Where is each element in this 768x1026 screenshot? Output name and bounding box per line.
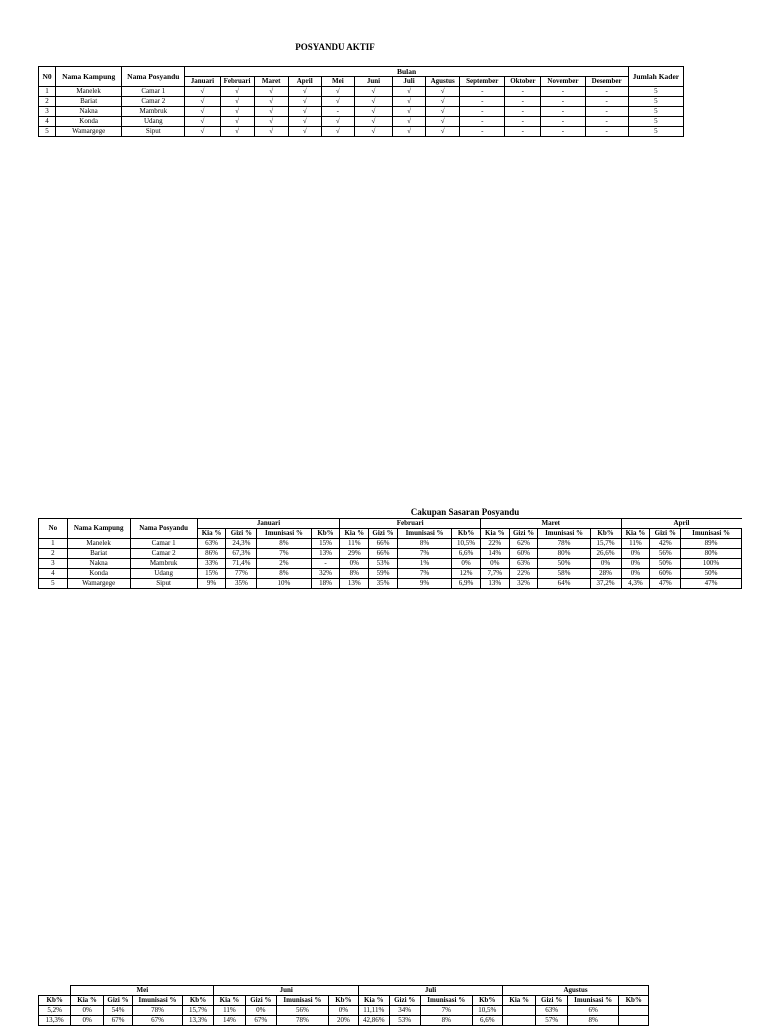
cell-month-mark: √ — [288, 87, 321, 97]
cell-value: 11,11% — [359, 1006, 389, 1016]
cell-kampung: Bariat — [56, 97, 122, 107]
month-header: April — [621, 519, 741, 529]
cell-month-mark: - — [541, 97, 585, 107]
cell-month-mark: √ — [185, 87, 220, 97]
table-row — [39, 559, 742, 569]
cell-month-mark: √ — [185, 107, 220, 117]
cell-month-mark: - — [541, 117, 585, 127]
sub-header: Kia % — [71, 996, 103, 1006]
cell-no: 5 — [39, 127, 56, 137]
cell-value: 64% — [538, 579, 590, 589]
cell-value — [619, 1006, 649, 1016]
table-row — [39, 569, 742, 579]
cell-value: 63% — [509, 559, 538, 569]
cell-month-mark: √ — [254, 97, 288, 107]
month-header: April — [288, 77, 321, 87]
cell-value: 8% — [420, 1016, 472, 1026]
cell-value: 37,2% — [590, 579, 621, 589]
sub-header: Kb% — [472, 996, 502, 1006]
cell-value: 77% — [226, 569, 257, 579]
sub-header: Gizi % — [245, 996, 276, 1006]
cell-value: 50% — [681, 569, 742, 579]
cell-value — [503, 1016, 536, 1026]
cell-value: 26,6% — [590, 549, 621, 559]
cell-value: 8% — [340, 569, 369, 579]
cakupan-sasaran-table — [38, 518, 742, 589]
cell-value: 6,6% — [472, 1016, 502, 1026]
sub-header: Kb% — [328, 996, 358, 1006]
cell-month-mark: - — [460, 117, 505, 127]
cell-value: 34% — [389, 1006, 420, 1016]
sub-header: Kb% — [590, 529, 621, 539]
month-header: Juni — [354, 77, 392, 87]
cell-value: 8% — [257, 569, 311, 579]
sub-header: Kia % — [214, 996, 245, 1006]
cell-month-mark: √ — [254, 107, 288, 117]
cell-month-mark: √ — [354, 97, 392, 107]
cell-month-mark: √ — [321, 87, 354, 97]
cell-no: 3 — [39, 559, 68, 569]
month-header: Mei — [321, 77, 354, 87]
cell-value: 10% — [257, 579, 311, 589]
cell-month-mark: √ — [220, 97, 254, 107]
cell-value: 66% — [369, 539, 398, 549]
cell-posyandu: Camar 2 — [130, 549, 197, 559]
sub-header: Imunisasi % — [567, 996, 619, 1006]
table-row — [39, 127, 684, 137]
month-header: Desember — [585, 77, 628, 87]
cell-kampung: Nakna — [56, 107, 122, 117]
cell-value: 50% — [538, 559, 590, 569]
cell-value: 4,3% — [621, 579, 650, 589]
sub-header: Imunisasi % — [277, 996, 329, 1006]
month-header: Januari — [185, 77, 220, 87]
cell-value: 7% — [397, 549, 451, 559]
cell-value: 8% — [397, 539, 451, 549]
cell-month-mark: - — [541, 107, 585, 117]
cell-value: 50% — [650, 559, 681, 569]
cell-value: 67,3% — [226, 549, 257, 559]
cell-value: 5,2% — [39, 1006, 71, 1016]
cell-value: 0% — [590, 559, 621, 569]
cell-kampung: Nakna — [67, 559, 130, 569]
cell-value: 63% — [536, 1006, 567, 1016]
cell-value — [503, 1006, 536, 1016]
sub-header: Gizi % — [369, 529, 398, 539]
cell-posyandu: Udang — [130, 569, 197, 579]
cell-value: 11% — [621, 539, 650, 549]
cell-value: 32% — [311, 569, 340, 579]
cell-posyandu: Siput — [122, 127, 185, 137]
cell-value: 13% — [311, 549, 340, 559]
sub-header: Imunisasi % — [397, 529, 451, 539]
table-row — [39, 117, 684, 127]
cell-value: 6,9% — [452, 579, 481, 589]
cell-value: 0% — [71, 1016, 103, 1026]
cell-value: 13,3% — [39, 1016, 71, 1026]
cell-value: 67% — [245, 1016, 276, 1026]
cell-value: 35% — [226, 579, 257, 589]
cell-value: 15,7% — [590, 539, 621, 549]
sub-header-kb: Kb% — [39, 996, 71, 1006]
posyandu-aktif-title: POSYANDU AKTIF — [295, 42, 375, 52]
cell-value: 12% — [452, 569, 481, 579]
cell-value: 0% — [621, 569, 650, 579]
sub-header: Kia % — [480, 529, 509, 539]
cell-month-mark: √ — [288, 117, 321, 127]
blank-header — [39, 986, 71, 996]
cell-month-mark: √ — [220, 127, 254, 137]
cell-kampung: Bariat — [67, 549, 130, 559]
month-header: November — [541, 77, 585, 87]
month-header: September — [460, 77, 505, 87]
cell-value: - — [311, 559, 340, 569]
col-header-nama-kampung: Nama Kampung — [67, 519, 130, 539]
cell-month-mark: √ — [392, 97, 425, 107]
cell-month-mark: √ — [392, 127, 425, 137]
cell-value: 47% — [650, 579, 681, 589]
cell-value: 24,3% — [226, 539, 257, 549]
sub-header: Imunisasi % — [538, 529, 590, 539]
cell-value: 33% — [197, 559, 226, 569]
table-row — [39, 97, 684, 107]
cell-month-mark: √ — [392, 117, 425, 127]
cell-jumlah-kader: 5 — [628, 87, 683, 97]
sub-header: Kia % — [340, 529, 369, 539]
cell-value: 11% — [214, 1006, 245, 1016]
cell-month-mark: - — [585, 107, 628, 117]
col-header-no: No — [39, 519, 68, 539]
cell-value: 6,6% — [452, 549, 481, 559]
col-header-nama-kampung: Nama Kampung — [56, 67, 122, 87]
cell-month-mark: √ — [354, 87, 392, 97]
sub-header: Imunisasi % — [681, 529, 742, 539]
sub-header: Gizi % — [650, 529, 681, 539]
month-header: Juli — [359, 986, 503, 996]
cell-month-mark: √ — [426, 107, 460, 117]
cell-month-mark: √ — [288, 107, 321, 117]
month-header: Agustus — [503, 986, 649, 996]
month-header: Juni — [214, 986, 359, 996]
sub-header: Gizi % — [389, 996, 420, 1006]
cell-value: 66% — [369, 549, 398, 559]
cell-posyandu: Camar 1 — [130, 539, 197, 549]
cell-value: 7% — [257, 549, 311, 559]
cell-value: 6% — [567, 1006, 619, 1016]
sub-header: Kb% — [619, 996, 649, 1006]
cell-value: 8% — [567, 1016, 619, 1026]
cell-month-mark: - — [460, 87, 505, 97]
cell-value: 89% — [681, 539, 742, 549]
month-header: Januari — [197, 519, 340, 529]
cell-month-mark: √ — [185, 117, 220, 127]
sub-header: Gizi % — [509, 529, 538, 539]
sub-header: Kia % — [621, 529, 650, 539]
col-header-nama-posyandu: Nama Posyandu — [122, 67, 185, 87]
cell-month-mark: √ — [392, 107, 425, 117]
cell-month-mark: √ — [254, 127, 288, 137]
cell-no: 2 — [39, 549, 68, 559]
cell-month-mark: √ — [321, 127, 354, 137]
cell-value: 9% — [197, 579, 226, 589]
cell-month-mark: √ — [220, 117, 254, 127]
cell-kampung: Konda — [67, 569, 130, 579]
cell-value: 9% — [397, 579, 451, 589]
cell-value: 78% — [277, 1016, 329, 1026]
cell-month-mark: √ — [288, 97, 321, 107]
cell-month-mark: √ — [288, 127, 321, 137]
cell-value: 13% — [340, 579, 369, 589]
col-header-nama-posyandu: Nama Posyandu — [130, 519, 197, 539]
cell-value: 14% — [214, 1016, 245, 1026]
cell-month-mark: √ — [185, 97, 220, 107]
cell-month-mark: - — [505, 87, 541, 97]
month-header: Maret — [480, 519, 621, 529]
cell-value: 58% — [538, 569, 590, 579]
sub-header: Gizi % — [536, 996, 567, 1006]
cell-value: 15% — [197, 569, 226, 579]
sub-header: Imunisasi % — [257, 529, 311, 539]
cell-month-mark: - — [460, 107, 505, 117]
cell-jumlah-kader: 5 — [628, 97, 683, 107]
cell-posyandu: Camar 2 — [122, 97, 185, 107]
cell-value: 63% — [197, 539, 226, 549]
cell-kampung: Konda — [56, 117, 122, 127]
cell-value: 0% — [340, 559, 369, 569]
cell-value: 60% — [509, 549, 538, 559]
cell-value: 13% — [480, 579, 509, 589]
cell-value: 13,3% — [182, 1016, 213, 1026]
cell-value: 15,7% — [182, 1006, 213, 1016]
cell-value: 35% — [369, 579, 398, 589]
cell-month-mark: √ — [185, 127, 220, 137]
cell-value: 0% — [621, 559, 650, 569]
cell-month-mark: - — [321, 107, 354, 117]
cell-value: 28% — [590, 569, 621, 579]
cell-month-mark: √ — [254, 87, 288, 97]
cell-value: 10,5% — [472, 1006, 502, 1016]
sub-header: Kia % — [503, 996, 536, 1006]
cell-month-mark: √ — [354, 127, 392, 137]
cell-month-mark: √ — [354, 107, 392, 117]
cell-no: 2 — [39, 97, 56, 107]
sub-header: Kb% — [311, 529, 340, 539]
cell-value: 80% — [538, 549, 590, 559]
cell-month-mark: - — [460, 127, 505, 137]
month-header: Maret — [254, 77, 288, 87]
cell-month-mark: - — [541, 87, 585, 97]
cell-month-mark: √ — [392, 87, 425, 97]
cakupan-sasaran-continued-table — [38, 985, 649, 1026]
sub-header: Imunisasi % — [420, 996, 472, 1006]
table-row — [39, 107, 684, 117]
cell-value: 11% — [340, 539, 369, 549]
cell-month-mark: - — [505, 127, 541, 137]
cell-posyandu: Mambruk — [122, 107, 185, 117]
cell-value: 56% — [277, 1006, 329, 1016]
sub-header: Kia % — [359, 996, 389, 1006]
cell-month-mark: √ — [321, 117, 354, 127]
cell-value: 78% — [133, 1006, 183, 1016]
cell-value: 56% — [650, 549, 681, 559]
cell-jumlah-kader: 5 — [628, 117, 683, 127]
cell-jumlah-kader: 5 — [628, 107, 683, 117]
cell-value: 7,7% — [480, 569, 509, 579]
cell-month-mark: √ — [426, 87, 460, 97]
month-header: Oktober — [505, 77, 541, 87]
cell-value: 0% — [328, 1006, 358, 1016]
table-row — [39, 1006, 649, 1016]
cell-value: 80% — [681, 549, 742, 559]
month-header: Mei — [71, 986, 214, 996]
cell-month-mark: √ — [426, 127, 460, 137]
cell-month-mark: - — [585, 87, 628, 97]
cell-value: 22% — [509, 569, 538, 579]
table-row — [39, 87, 684, 97]
cell-value: 71,4% — [226, 559, 257, 569]
cell-value: 8% — [257, 539, 311, 549]
cell-kampung: Wamargege — [67, 579, 130, 589]
sub-header: Imunisasi % — [133, 996, 183, 1006]
cell-posyandu: Camar 1 — [122, 87, 185, 97]
cell-value: 86% — [197, 549, 226, 559]
table-row — [39, 579, 742, 589]
cell-month-mark: √ — [426, 117, 460, 127]
cell-value: 0% — [452, 559, 481, 569]
cell-value: 18% — [311, 579, 340, 589]
cell-month-mark: √ — [220, 107, 254, 117]
cell-value: 78% — [538, 539, 590, 549]
cell-kampung: Manelek — [67, 539, 130, 549]
sub-header: Gizi % — [226, 529, 257, 539]
cell-value: 14% — [480, 549, 509, 559]
sub-header: Gizi % — [103, 996, 132, 1006]
posyandu-aktif-table — [38, 66, 684, 137]
table-row — [39, 539, 742, 549]
cell-value: 54% — [103, 1006, 132, 1016]
cell-no: 3 — [39, 107, 56, 117]
cell-value: 7% — [397, 569, 451, 579]
cell-no: 4 — [39, 117, 56, 127]
cell-posyandu: Udang — [122, 117, 185, 127]
sub-header: Kb% — [452, 529, 481, 539]
cell-value: 47% — [681, 579, 742, 589]
cell-month-mark: - — [585, 117, 628, 127]
sub-header: Kia % — [197, 529, 226, 539]
cell-posyandu: Mambruk — [130, 559, 197, 569]
cell-jumlah-kader: 5 — [628, 127, 683, 137]
sub-header: Kb% — [182, 996, 213, 1006]
cell-value: 2% — [257, 559, 311, 569]
cell-no: 1 — [39, 87, 56, 97]
cell-month-mark: √ — [321, 97, 354, 107]
cell-kampung: Manelek — [56, 87, 122, 97]
cell-posyandu: Siput — [130, 579, 197, 589]
cell-value: 57% — [536, 1016, 567, 1026]
cell-value: 100% — [681, 559, 742, 569]
cell-value: 60% — [650, 569, 681, 579]
cell-month-mark: - — [541, 127, 585, 137]
cell-month-mark: - — [505, 117, 541, 127]
cakupan-sasaran-title: Cakupan Sasaran Posyandu — [410, 507, 520, 517]
cell-month-mark: √ — [220, 87, 254, 97]
cell-value: 32% — [509, 579, 538, 589]
cell-no: 5 — [39, 579, 68, 589]
month-header: Agustus — [426, 77, 460, 87]
cell-value: 29% — [340, 549, 369, 559]
cell-value: 42% — [650, 539, 681, 549]
cell-value: 62% — [509, 539, 538, 549]
cell-month-mark: - — [585, 127, 628, 137]
cell-kampung: Wamargege — [56, 127, 122, 137]
cell-value: 15% — [311, 539, 340, 549]
col-header-jumlah-kader: Jumlah Kader — [628, 67, 683, 87]
cell-value: 59% — [369, 569, 398, 579]
table-row — [39, 549, 742, 559]
cell-value: 0% — [621, 549, 650, 559]
month-header: Juli — [392, 77, 425, 87]
cell-value: 0% — [71, 1006, 103, 1016]
cell-value: 7% — [420, 1006, 472, 1016]
cell-value: 22% — [480, 539, 509, 549]
cell-value: 0% — [480, 559, 509, 569]
cell-no: 4 — [39, 569, 68, 579]
cell-value: 1% — [397, 559, 451, 569]
cell-value: 67% — [133, 1016, 183, 1026]
cell-value: 0% — [245, 1006, 276, 1016]
cell-month-mark: √ — [254, 117, 288, 127]
cell-month-mark: - — [460, 97, 505, 107]
cell-no: 1 — [39, 539, 68, 549]
month-header: Februari — [340, 519, 481, 529]
table-row — [39, 1016, 649, 1026]
cell-month-mark: √ — [426, 97, 460, 107]
cell-month-mark: - — [505, 107, 541, 117]
cell-value: 53% — [369, 559, 398, 569]
col-header-no: N0 — [39, 67, 56, 87]
cell-value: 20% — [328, 1016, 358, 1026]
cell-month-mark: - — [585, 97, 628, 107]
cell-value: 42,86% — [359, 1016, 389, 1026]
cell-value: 67% — [103, 1016, 132, 1026]
cell-month-mark: √ — [354, 117, 392, 127]
cell-month-mark: - — [505, 97, 541, 107]
cell-value: 53% — [389, 1016, 420, 1026]
col-header-bulan: Bulan — [185, 67, 628, 77]
cell-value: 10,5% — [452, 539, 481, 549]
cell-value — [619, 1016, 649, 1026]
month-header: Februari — [220, 77, 254, 87]
